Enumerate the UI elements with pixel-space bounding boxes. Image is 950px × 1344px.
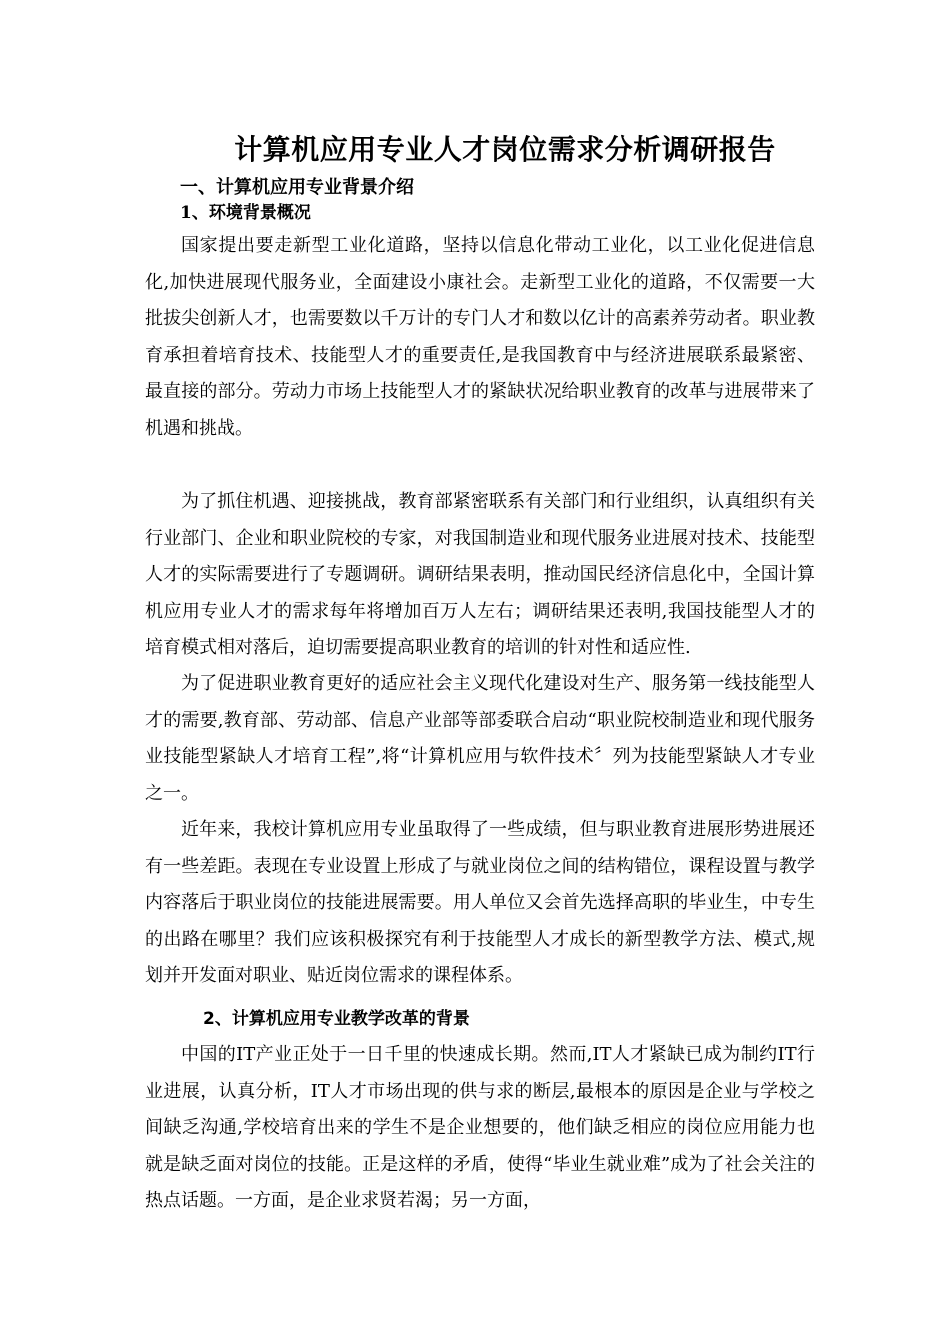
paragraph-ministry-survey: 为了抓住机遇、迎接挑战，教育部紧密联系有关部门和行业组织，认真组织有关行业部门、企业和职业院校的专家，对我国制造业和现代服务业进展对技术、技能型人才的实际需要进行了专题调研。调研结果表明，推动国民经济信息化中，全国计算机应用专业人才的需求每年将增加百万人左右；调研结果还表明,我国技能型人才的培育模式相对落后，迫切需要提高职业教育的培训的针对性和适应性. bbox=[145, 491, 815, 659]
subsection-heading-environment: 1、环境背景概况 bbox=[180, 203, 311, 223]
section-heading-background: 一、计算机应用专业背景介绍 bbox=[180, 177, 414, 198]
paragraph-it-industry: 中国的IT产业正处于一日千里的快速成长期。然而,IT人才紧缺已成为制约IT行业进展，认真分析，IT人才市场出现的供与求的断层,最根本的原因是企业与学校之间缺乏沟通,学校培育出来的学生不是企业想要的，他们缺乏相应的岗位应用能力也就是缺乏面对岗位的技能。正是这样的矛盾，使得“毕业生就业难”成为了社会关注的热点话题。一方面，是企业求贤若渴；另一方面， bbox=[145, 1044, 815, 1212]
subsection-heading-reform: 2、计算机应用专业教学改革的背景 bbox=[203, 1009, 470, 1029]
paragraph-skills-program: 为了促进职业教育更好的适应社会主义现代化建设对生产、服务第一线技能型人才的需要,教育部、劳动部、信息产业部等部委联合启动“职业院校制造业和现代服务业技能型紧缺人才培育工程”,将“计算机应用与软件技术〞列为技能型紧缺人才专业之一。 bbox=[145, 673, 815, 804]
paragraph-new-industrialization: 国家提出要走新型工业化道路，坚持以信息化带动工业化，以工业化促进信息化,加快进展现代服务业，全面建设小康社会。走新型工业化的道路，不仅需要一大批拔尖创新人才，也需要数以千万计的专门人才和数以亿计的高素养劳动者。职业教育承担着培育技术、技能型人才的重要责任,是我国教育中与经济进展联系最紧密、最直接的部分。劳动力市场上技能型人才的紧缺状况给职业教育的改革与进展带来了机遇和挑战。 bbox=[145, 235, 815, 439]
paragraph-school-gap: 近年来，我校计算机应用专业虽取得了一些成绩，但与职业教育进展形势进展还有一些差距。表现在专业设置上形成了与就业岗位之间的结构错位，课程设置与教学内容落后于职业岗位的技能进展需要。用人单位又会首先选择高职的毕业生，中专生的出路在哪里？我们应该积极探究有利于技能型人才成长的新型教学方法、模式,规划并开发面对职业、贴近岗位需求的课程体系。 bbox=[145, 819, 815, 987]
document-title: 计算机应用专业人才岗位需求分析调研报告 bbox=[234, 133, 776, 166]
